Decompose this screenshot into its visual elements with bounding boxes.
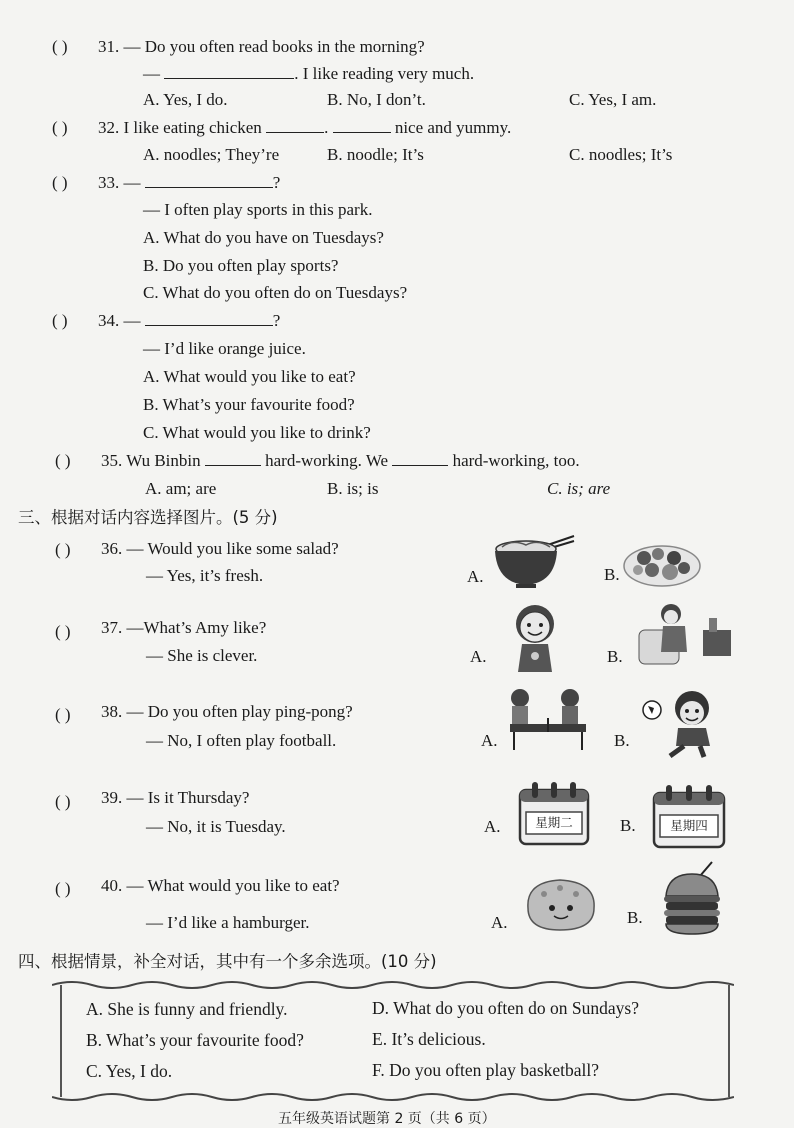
question-text: hard-working, too.: [452, 451, 580, 470]
option-b: B. Do you often play sports?: [143, 256, 339, 275]
page-footer: 五年级英语试题第 2 页（共 6 页）: [278, 1111, 496, 1127]
calendar-tuesday-image[interactable]: [518, 780, 590, 846]
question-text: — Would you like some salad?: [126, 539, 339, 558]
dash: —: [123, 311, 141, 330]
question-number: 34.: [98, 311, 120, 330]
option-b: B. noodle; It’s: [327, 145, 424, 164]
option-c: C. Yes, I am.: [569, 90, 657, 109]
answer-blank[interactable]: [164, 63, 294, 79]
hamburger-image[interactable]: [660, 860, 724, 936]
option-a: A. noodles; They’re: [143, 145, 280, 164]
reply-line: — No, I often play football.: [146, 731, 337, 750]
smiling-girl-image[interactable]: [506, 600, 568, 674]
reply-31: [143, 63, 474, 85]
choice-b-label: B.: [604, 565, 620, 584]
option-b: B. What’s your favourite food?: [143, 395, 355, 414]
reply-line: — No, it is Tuesday.: [146, 817, 286, 836]
question-text: — What would you like to eat?: [126, 876, 340, 895]
question-number: 37.: [101, 618, 123, 637]
question-32: [98, 117, 511, 139]
choice-a-label: A.: [491, 913, 508, 932]
question-38: [101, 701, 353, 723]
choice-b-label: B.: [627, 908, 643, 927]
answer-blank[interactable]: [145, 172, 273, 188]
question-stem: — Do you often read books in the morning?: [123, 37, 425, 56]
question-text: I like eating chicken: [123, 118, 262, 137]
question-34: [98, 310, 280, 332]
question-number: 35.: [101, 451, 123, 470]
question-40: [101, 875, 340, 897]
answer-blank[interactable]: [145, 310, 273, 326]
question-36: [101, 538, 339, 560]
dash: —: [143, 64, 160, 83]
answer-paren-35[interactable]: ( ): [55, 451, 71, 470]
question-text: — Is it Thursday?: [126, 788, 250, 807]
choice-b-label: B.: [614, 731, 630, 750]
box-option-f: F. Do you often play basketball?: [372, 1060, 600, 1080]
box-option-b: B. What’s your favourite food?: [86, 1030, 304, 1050]
answer-paren-38[interactable]: ( ): [55, 705, 71, 724]
section-3-title: 三、根据对话内容选择图片。(5 分): [18, 508, 278, 527]
choice-b-label: B.: [607, 647, 623, 666]
calendar-label: 星期二: [535, 815, 573, 830]
answer-paren-37[interactable]: ( ): [55, 622, 71, 641]
question-text: — Do you often play ping-pong?: [126, 702, 353, 721]
option-c: C. What would you like to drink?: [143, 423, 371, 442]
option-a: A. Yes, I do.: [143, 90, 228, 109]
answer-line: — I often play sports in this park.: [143, 200, 373, 219]
answer-paren-32[interactable]: ( ): [52, 118, 68, 137]
answer-paren-36[interactable]: ( ): [55, 540, 71, 559]
question-text: nice and yummy.: [394, 118, 512, 137]
answer-paren-34[interactable]: ( ): [52, 311, 68, 330]
reply-line: — I’d like a hamburger.: [146, 913, 310, 932]
question-number: 38.: [101, 702, 123, 721]
question-number: 31.: [98, 37, 120, 56]
question-text: hard-working. We: [265, 451, 389, 470]
question-mark: ?: [272, 173, 281, 192]
question-number: 40.: [101, 876, 123, 895]
question-mark: ?: [272, 311, 281, 330]
calendar-label: 星期四: [670, 818, 708, 833]
football-boy-image[interactable]: [640, 686, 724, 758]
question-39: [101, 787, 249, 809]
choice-a-label: A.: [484, 817, 501, 836]
reply-line: — She is clever.: [146, 646, 258, 665]
option-c: C. noodles; It’s: [569, 145, 673, 164]
section-4-title: 四、根据情景，补全对话，其中有一个多余选项。(10 分): [18, 952, 437, 971]
box-option-a: A. She is funny and friendly.: [86, 999, 288, 1019]
box-option-e: E. It’s delicious.: [372, 1029, 486, 1049]
box-bottom-border: [52, 1091, 734, 1101]
ping-pong-image[interactable]: [506, 686, 590, 752]
choice-b-label: B.: [620, 816, 636, 835]
question-text: .: [324, 118, 329, 137]
salad-image[interactable]: [622, 540, 704, 588]
reply-text: . I like reading very much.: [294, 64, 475, 83]
answer-paren-31[interactable]: ( ): [52, 37, 68, 56]
option-c: C. is; are: [547, 479, 611, 498]
question-35: [101, 450, 580, 472]
option-c: C. What do you often do on Tuesdays?: [143, 283, 408, 302]
question-text: —What’s Amy like?: [126, 618, 267, 637]
calendar-thursday-image[interactable]: [652, 783, 726, 849]
option-a: A. What would you like to eat?: [143, 367, 356, 386]
question-number: 33.: [98, 173, 120, 192]
answer-blank[interactable]: [392, 450, 448, 466]
option-a: A. What do you have on Tuesdays?: [143, 228, 384, 247]
choice-a-label: A.: [467, 567, 484, 586]
question-number: 32.: [98, 118, 120, 137]
cartoon-bread-image[interactable]: [520, 874, 602, 934]
question-number: 39.: [101, 788, 123, 807]
answer-blank[interactable]: [205, 450, 261, 466]
box-option-c: C. Yes, I do.: [86, 1061, 173, 1081]
question-37: [101, 617, 266, 639]
question-31: [98, 36, 425, 58]
noodle-bowl-image[interactable]: [490, 533, 576, 588]
answer-blank[interactable]: [266, 117, 324, 133]
answer-line: — I’d like orange juice.: [143, 339, 306, 358]
reply-line: — Yes, it’s fresh.: [146, 566, 264, 585]
choice-a-label: A.: [481, 731, 498, 750]
answer-paren-40[interactable]: ( ): [55, 879, 71, 898]
answer-paren-39[interactable]: ( ): [55, 792, 71, 811]
choice-a-label: A.: [470, 647, 487, 666]
question-number: 36.: [101, 539, 123, 558]
dash: —: [123, 173, 141, 192]
option-a: A. am; are: [145, 479, 217, 498]
question-text: Wu Binbin: [126, 451, 201, 470]
box-option-d: D. What do you often do on Sundays?: [372, 998, 640, 1018]
girl-cleaning-image[interactable]: [637, 600, 735, 672]
question-33: [98, 172, 280, 194]
option-b: B. is; is: [327, 479, 379, 498]
option-b: B. No, I don’t.: [327, 90, 426, 109]
answer-paren-33[interactable]: ( ): [52, 173, 68, 192]
answer-blank[interactable]: [333, 117, 391, 133]
